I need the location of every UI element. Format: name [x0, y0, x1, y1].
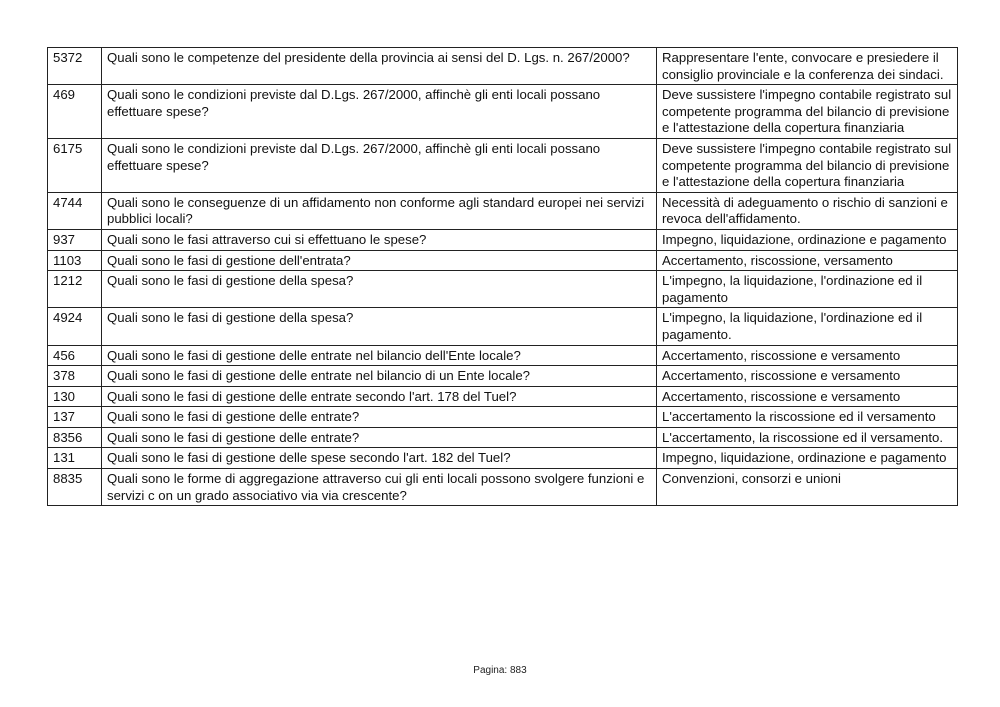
row-question: Quali sono le conseguenze di un affidamento non conforme agli standard europei nei servizi pubblici locali? — [102, 192, 657, 229]
row-id: 4924 — [48, 308, 102, 345]
row-question: Quali sono le fasi di gestione delle entrate nel bilancio di un Ente locale? — [102, 366, 657, 387]
table-row — [48, 192, 958, 229]
table-row — [48, 366, 958, 387]
row-answer: Accertamento, riscossione e versamento — [657, 386, 958, 407]
row-id: 6175 — [48, 138, 102, 192]
row-id: 456 — [48, 345, 102, 366]
row-question: Quali sono le fasi di gestione delle entrate? — [102, 427, 657, 448]
row-id: 937 — [48, 229, 102, 250]
row-answer: L'impegno, la liquidazione, l'ordinazione ed il pagamento. — [657, 308, 958, 345]
table-row — [48, 407, 958, 428]
row-answer: Accertamento, riscossione e versamento — [657, 366, 958, 387]
table-row — [48, 345, 958, 366]
row-id: 1103 — [48, 250, 102, 271]
table-row — [48, 48, 958, 85]
qa-table — [47, 47, 958, 506]
row-id: 469 — [48, 85, 102, 139]
table-row — [48, 427, 958, 448]
row-id: 378 — [48, 366, 102, 387]
row-answer: Accertamento, riscossione, versamento — [657, 250, 958, 271]
row-question: Quali sono le fasi di gestione delle entrate secondo l'art. 178 del Tuel? — [102, 386, 657, 407]
row-id: 8356 — [48, 427, 102, 448]
table-row — [48, 386, 958, 407]
table-row — [48, 469, 958, 506]
row-question: Quali sono le forme di aggregazione attraverso cui gli enti locali possono svolgere funzioni e servizi c on un grado associativo via via crescente? — [102, 469, 657, 506]
row-question: Quali sono le fasi attraverso cui si effettuano le spese? — [102, 229, 657, 250]
row-question: Quali sono le fasi di gestione dell'entrata? — [102, 250, 657, 271]
row-answer: L'accertamento, la riscossione ed il versamento. — [657, 427, 958, 448]
row-question: Quali sono le fasi di gestione delle entrate? — [102, 407, 657, 428]
row-id: 4744 — [48, 192, 102, 229]
page-number: Pagina: 883 — [473, 665, 527, 676]
row-question: Quali sono le fasi di gestione della spesa? — [102, 271, 657, 308]
table-row — [48, 138, 958, 192]
row-question: Quali sono le fasi di gestione delle entrate nel bilancio dell'Ente locale? — [102, 345, 657, 366]
table-row — [48, 85, 958, 139]
qa-table-body — [48, 48, 958, 506]
row-id: 130 — [48, 386, 102, 407]
row-question: Quali sono le condizioni previste dal D.Lgs. 267/2000, affinchè gli enti locali possano effettuare spese? — [102, 138, 657, 192]
row-answer: Accertamento, riscossione e versamento — [657, 345, 958, 366]
row-answer: Convenzioni, consorzi e unioni — [657, 469, 958, 506]
table-row — [48, 229, 958, 250]
row-answer: L'accertamento la riscossione ed il versamento — [657, 407, 958, 428]
table-row — [48, 308, 958, 345]
row-answer: Deve sussistere l'impegno contabile registrato sul competente programma del bilancio di previsione e l'attestazione della copertura finanziaria — [657, 138, 958, 192]
table-row — [48, 448, 958, 469]
row-answer: Impegno, liquidazione, ordinazione e pagamento — [657, 448, 958, 469]
row-answer: Impegno, liquidazione, ordinazione e pagamento — [657, 229, 958, 250]
row-id: 1212 — [48, 271, 102, 308]
row-question: Quali sono le fasi di gestione della spesa? — [102, 308, 657, 345]
row-id: 137 — [48, 407, 102, 428]
row-answer: Rappresentare l'ente, convocare e presiedere il consiglio provinciale e la conferenza dei sindaci. — [657, 48, 958, 85]
row-id: 5372 — [48, 48, 102, 85]
row-id: 8835 — [48, 469, 102, 506]
row-answer: Deve sussistere l'impegno contabile registrato sul competente programma del bilancio di previsione e l'attestazione della copertura finanziaria — [657, 85, 958, 139]
row-answer: L'impegno, la liquidazione, l'ordinazione ed il pagamento — [657, 271, 958, 308]
row-question: Quali sono le competenze del presidente della provincia ai sensi del D. Lgs. n. 267/2000? — [102, 48, 657, 85]
table-row — [48, 271, 958, 308]
table-row — [48, 250, 958, 271]
row-answer: Necessità di adeguamento o rischio di sanzioni e revoca dell'affidamento. — [657, 192, 958, 229]
row-question: Quali sono le fasi di gestione delle spese secondo l'art. 182 del Tuel? — [102, 448, 657, 469]
row-id: 131 — [48, 448, 102, 469]
row-question: Quali sono le condizioni previste dal D.Lgs. 267/2000, affinchè gli enti locali possano effettuare spese? — [102, 85, 657, 139]
